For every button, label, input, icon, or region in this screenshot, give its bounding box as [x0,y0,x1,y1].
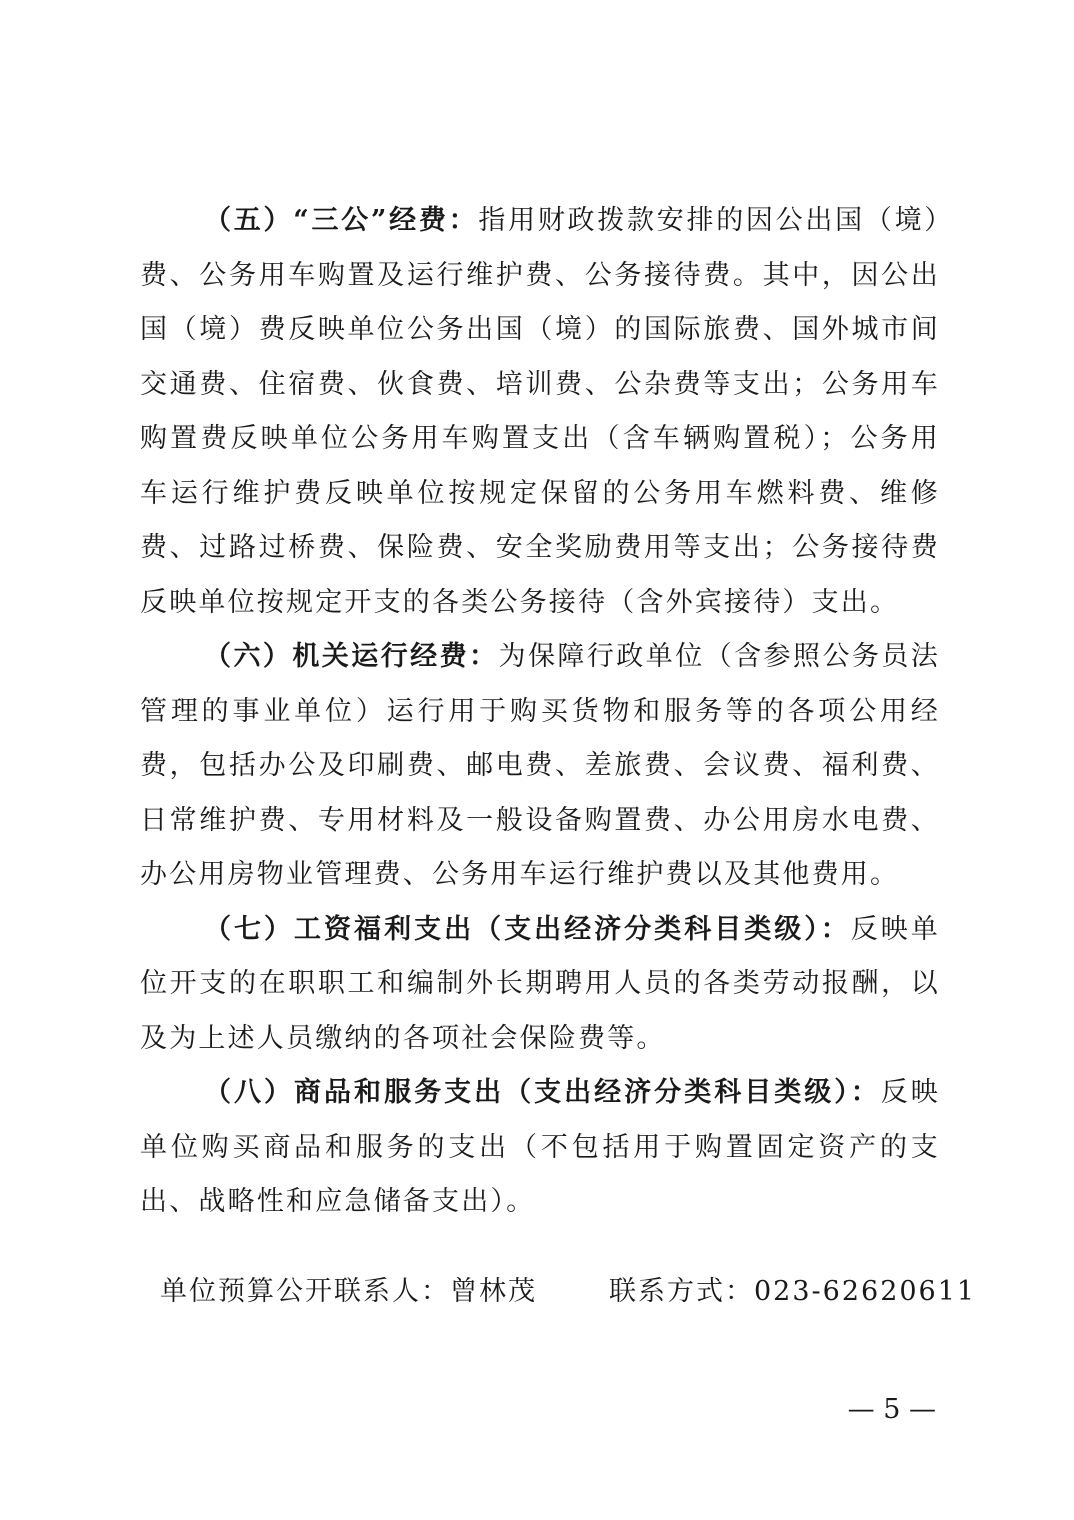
contact-person-name: 曾林茂 [450,1276,537,1307]
paragraph-heading: （七）工资福利支出（支出经济分类科目类级）： [204,913,851,945]
paragraph-heading: （六）机关运行经费： [204,641,499,672]
paragraph-text: 指用财政拨款安排的因公出国（境）费、公务用车购置及运行维护费、公务接待费。其中，因公出国（境）费反映单位公务出国（境）的国际旅费、国外城市间交通费、住宿费、伙食费、培训费、公杂费等支出；公务用车购置费反映单位公务用车购置支出（含车辆购置税）；公务用车运行维护费反映单位按规定保留的公务用车燃料费、维修费、过路过桥费、保险费、安全奖励费用等支出；公务接待费反映单位按规定开支的各类公务接待（含外宾接待）支出。 [140,205,940,618]
contact-phone-number: 023-62620611 [754,1276,977,1307]
paragraph-eight [140,1066,940,1230]
contact-line [160,1272,977,1312]
paragraph-text: 反映单位购买商品和服务的支出（不包括用于购置固定资产的支出、战略性和应急储备支出）。 [140,1077,940,1217]
contact-person-label: 单位预算公开联系人： [160,1276,450,1307]
page-number: — 5 — [847,1394,936,1425]
paragraph-seven [140,903,940,1067]
paragraph-text: 为保障行政单位（含参照公务员法管理的事业单位）运行用于购买货物和服务等的各项公用经费，包括办公及印刷费、邮电费、差旅费、会议费、福利费、日常维护费、专用材料及一般设备购置费、办公用房水电费、办公用房物业管理费、公务用车运行维护费以及其他费用。 [140,641,940,890]
paragraph-six [140,630,940,903]
document-body [140,194,940,1230]
paragraph-heading: （八）商品和服务支出（支出经济分类科目类级）： [204,1077,881,1108]
contact-phone-label: 联系方式： [609,1276,754,1307]
paragraph-five [140,194,940,630]
paragraph-text: 反映单位开支的在职职工和编制外长期聘用人员的各类劳动报酬，以及为上述人员缴纳的各项社会保险费等。 [140,913,940,1054]
paragraph-heading: （五）“三公”经费： [204,205,479,236]
